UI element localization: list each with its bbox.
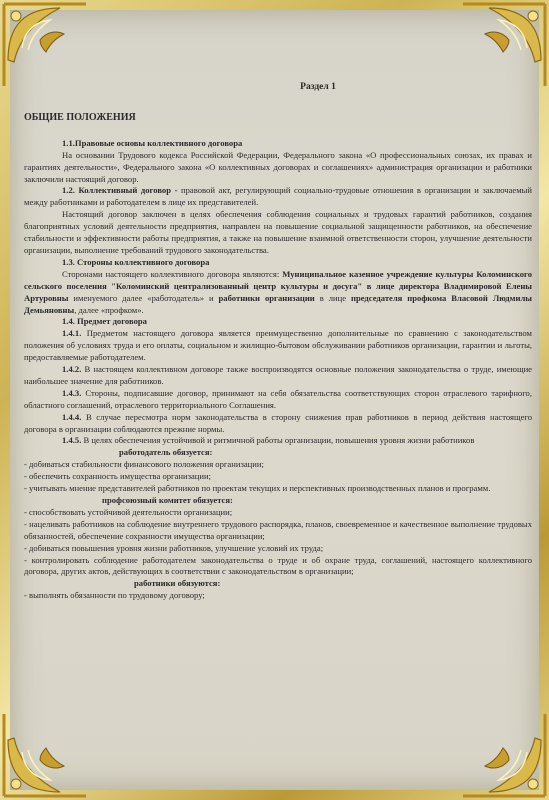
paragraph-1-2 [24, 185, 532, 209]
union-obligations-title: профсоюзный комитет обязуется: [102, 495, 233, 505]
paragraph-1-3-a: Сторонами настоящего коллективного договора являются: [62, 268, 283, 279]
employer-item: - добиваться стабильности финансового положения организации; [24, 459, 264, 470]
paragraph-1-4-2-text: В настоящем коллективном договоре также воспроизводятся основные положения законодательства о труде, имеющие наибольшее значение для работников. [24, 364, 532, 386]
paragraph-1-2-text: правовой акт, регулирующий социально-трудовые отношения в организации и заключаемый между работниками и работодателем в лице их представителей. [24, 185, 533, 208]
union-item: - нацеливать работников на соблюдение внутреннего трудового распорядка, планов, своевременное и качественное выполнение трудовых обязанностей, обеспечение сохранности имущества организации; [24, 518, 532, 541]
paragraph-1-4-4-num: 1.4.4. [62, 411, 82, 422]
subsection-title-1-4: 1.4. Предмет договора [62, 316, 147, 327]
subsection-title-1-1: 1.1.Правовые основы коллективного договора [62, 137, 243, 148]
workers-obligations-title: работники обязуются: [134, 578, 221, 589]
paragraph-1-4-2 [24, 364, 532, 388]
paragraph-1-1: На основании Трудового кодекса Российской Федерации, Федерального закона «О профессиональных союзах, их правах и гарантиях деятельности», Федерального закона «О коллективных договорах и соглашениях» администрация организации и работники заключили настоящий договор. [24, 149, 532, 184]
employer-obligations-title: работодатель обязуется: [119, 447, 213, 458]
paragraph-1-4-4-text: В случае пересмотра норм законодательства в сторону снижения прав работников в период действия настоящего договора в организации соблюдаются прежние нормы. [24, 411, 532, 434]
paragraph-1-4-3-text: Стороны, подписавшие договор, принимают на себя обязательства соответствующих сторон отраслевого тарифного, областного соглашений, отраслевого территориального Соглашения. [24, 387, 532, 410]
paragraph-1-3-e: в лице [314, 292, 351, 303]
paragraph-1-4-5-text: В целях обеспечения устойчивой и ритмичной работы организации, повышения уровня жизни работников [81, 435, 475, 446]
subsection-title-1-3: 1.3. Стороны коллективного договора [62, 256, 210, 267]
union-item: - контролировать соблюдение работодателем законодательства о труде и об охране труда, соглашений, настоящего коллективного договора, других актов, действующих в соответствии с законодательством в организации; [24, 554, 532, 577]
employer-item: - обеспечить сохранность имущества организации; [24, 471, 211, 482]
document-heading: ОБЩИЕ ПОЛОЖЕНИЯ [24, 111, 136, 123]
union-item: - добиваться повышения уровня жизни работников, улучшение условий их труда; [24, 542, 324, 553]
paragraph-1-3-f: председателя профкома Власовой Людмилы Демьяновны [24, 292, 532, 315]
paragraph-1-3-g: , далее «профком». [74, 304, 144, 315]
document-body [24, 82, 532, 602]
workers-item: - выполнять обязанности по трудовому договору; [24, 590, 205, 601]
paragraph-1-3-c: именуемого далее «работодатель» и [68, 292, 219, 303]
paragraph-1-2-purpose: Настоящий договор заключен в целях обеспечения соблюдения социальных и трудовых гарантий работников, создания благоприятных условий деятельности предприятия, направлен на повышение социальной защищенности работников, на обеспечение стабильности и эффективности работы предприятия, а также на повышение взаимной ответственности сторон, улучшение деятельности организации, выполнение требований трудового законодательства. [24, 209, 532, 255]
paragraph-1-4-1-num: 1.4.1. [62, 328, 82, 339]
paragraph-1-4-3-num: 1.4.3. [62, 387, 82, 398]
paragraph-1-4-5 [24, 435, 532, 447]
paragraph-1-4-3 [24, 388, 532, 412]
paragraph-1-4-1 [24, 328, 532, 364]
paragraph-1-2-lead: 1.2. Коллективный договор - [62, 185, 178, 196]
paragraph-1-4-1-text: Предметом настоящего договора является преимущественно дополнительные по сравнению с законодательством положения об условиях труда и его оплаты, социальном и жилищно-бытовом обслуживании работников организации, гарантии и льготы, предоставляемые работодателем. [24, 328, 532, 363]
paragraph-1-3-d: работники организации [218, 292, 315, 303]
union-item: - способствовать устойчивой деятельности организации; [24, 506, 233, 517]
document-page [10, 10, 539, 790]
paragraph-1-4-5-num: 1.4.5. [62, 435, 82, 446]
paragraph-1-4-4 [24, 412, 532, 436]
paragraph-1-3 [24, 269, 532, 317]
paragraph-1-3-b: Муниципальное казенное учреждение культуры Коломинского сельского поселения "Коломинский централизованный центр культуры и досуга" в лице директора Владимировой Елены Артуровны [24, 268, 532, 303]
paragraph-1-4-2-num: 1.4.2. [62, 364, 82, 375]
employer-item: - учитывать мнение представителей работников по проектам текущих и перспективных производственных планов и программ. [24, 483, 491, 494]
section-label: Раздел 1 [300, 82, 336, 92]
